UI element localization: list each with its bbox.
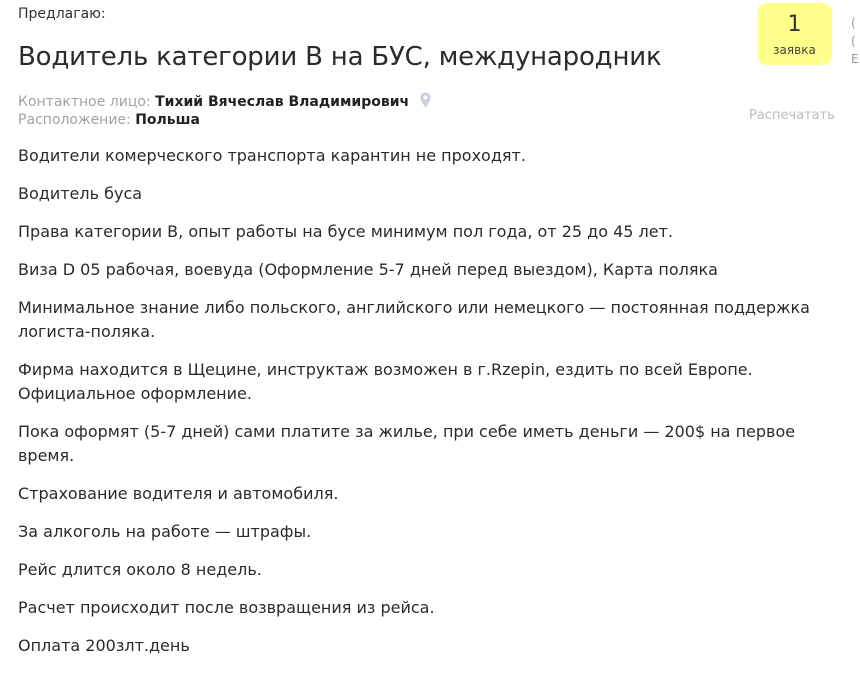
contact-row: [18, 92, 431, 112]
edge-glyph: (: [851, 16, 856, 30]
location-row: [18, 112, 200, 128]
description-paragraph: Водители комерческого транспорта карантин не проходят.: [18, 146, 526, 165]
applications-label: заявка: [773, 43, 816, 57]
edge-glyph: (: [851, 34, 856, 48]
description-paragraph: Виза D 05 рабочая, воевуда (Оформление 5-7 дней перед выездом), Карта поляка: [18, 260, 718, 279]
edge-glyph: E: [851, 52, 859, 66]
description-paragraph: Минимальное знание либо польского, английского или немецкого — постоянная поддержка логиста-поляка.: [18, 298, 810, 341]
description-paragraph: Фирма находится в Щецине, инструктаж возможен в г.Rzepin, ездить по всей Европе. Официальное оформление.: [18, 360, 753, 403]
description-paragraph: Страхование водителя и автомобиля.: [18, 484, 339, 503]
map-pin-icon[interactable]: [420, 92, 431, 112]
description-paragraph: Пока оформят (5-7 дней) сами платите за жилье, при себе иметь деньги — 200$ на первое время.: [18, 422, 796, 465]
description-paragraph: Расчет происходит после возвращения из рейса.: [18, 598, 435, 617]
location-key: Расположение:: [18, 112, 131, 128]
description-paragraph: Права категории В, опыт работы на бусе минимум пол года, от 25 до 45 лет.: [18, 222, 674, 241]
contact-key: Контактное лицо:: [18, 94, 151, 110]
page-title: Водитель категории В на БУС, международник: [18, 42, 662, 72]
offer-label: Предлагаю:: [18, 6, 106, 22]
description-paragraph: Оплата 200злт.день: [18, 636, 190, 655]
location-value: Польша: [135, 112, 200, 128]
applications-badge[interactable]: [757, 3, 832, 65]
print-link[interactable]: Распечатать: [749, 108, 835, 123]
job-description: [18, 144, 848, 672]
description-paragraph: Рейс длится около 8 недель.: [18, 560, 262, 579]
contact-name: Тихий Вячеслав Владимирович: [155, 94, 410, 110]
applications-count: 1: [787, 12, 802, 37]
description-paragraph: За алкоголь на работе — штрафы.: [18, 522, 312, 541]
description-paragraph: Водитель буса: [18, 184, 143, 203]
